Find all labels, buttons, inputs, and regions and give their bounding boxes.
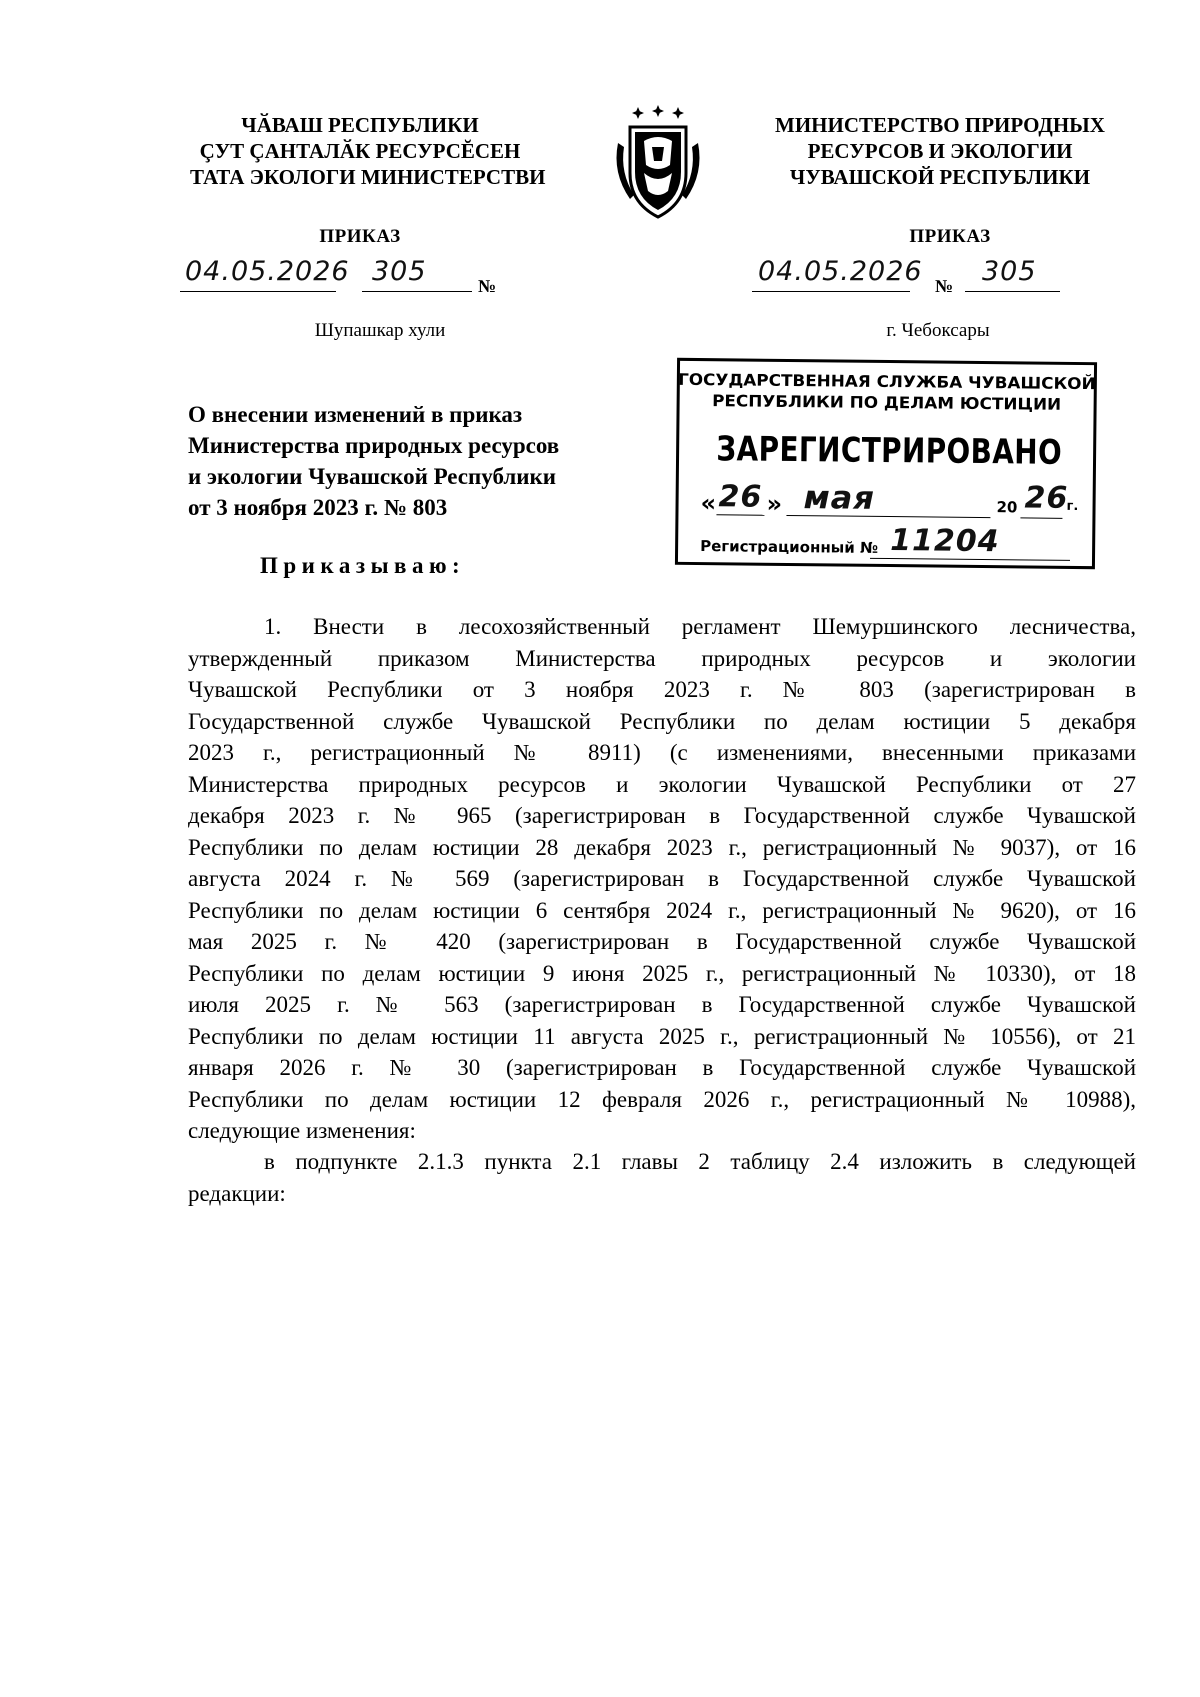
paragraph-line: Республики по делам юстиции 11 августа 2025 г., регистрационный № 10556), от 21 bbox=[188, 1023, 1136, 1049]
number-sign-right: № bbox=[935, 276, 954, 296]
paragraph-line: августа 2024 г. № 569 (зарегистрирован в Государственной службе Чувашской bbox=[188, 866, 1136, 891]
stamp-day-underline bbox=[716, 514, 764, 516]
stamp-year-prefix: 20 bbox=[996, 498, 1018, 517]
paragraph-line: утвержденный приказом Министерства природных ресурсов и экологии bbox=[188, 645, 1136, 671]
number-underline-left bbox=[362, 291, 472, 292]
subject-line: и экологии Чувашской Республики bbox=[188, 464, 557, 489]
paragraph-line: следующие изменения: bbox=[188, 1118, 416, 1143]
stamp-registered: ЗАРЕГИСТРИРОВАНО bbox=[716, 429, 1063, 473]
order-title-right: ПРИКАЗ bbox=[909, 226, 991, 247]
paragraph-1 bbox=[188, 611, 1136, 1147]
subject-line: О внесении изменений в приказ bbox=[188, 402, 523, 427]
stamp-reg-number: 11204 bbox=[890, 523, 1000, 560]
paragraph-line: в подпункте 2.1.3 пункта 2.1 главы 2 таблицу 2.4 изложить в следующей bbox=[264, 1149, 1136, 1174]
prikazyvayu-heading: Приказываю: bbox=[260, 553, 466, 578]
paragraph-line: редакции: bbox=[188, 1180, 286, 1206]
header-left-line: ТАТА ЭКОЛОГИ МИНИСТЕРСТВИ bbox=[190, 165, 546, 189]
date-underline-left bbox=[180, 291, 336, 292]
order-number-left: 305 bbox=[372, 256, 427, 287]
paragraph-line: декабря 2023 г. № 965 (зарегистрирован в Государственной службе Чувашской bbox=[188, 803, 1136, 828]
subject-line: от 3 ноября 2023 г. № 803 bbox=[188, 495, 448, 520]
paragraph-line: 2023 г., регистрационный № 8911) (с изменениями, внесенными приказами bbox=[188, 740, 1136, 765]
registration-stamp bbox=[675, 358, 1097, 569]
header-left bbox=[190, 112, 546, 190]
stamp-year-suffix: 26 bbox=[1024, 480, 1069, 516]
header-right-line: РЕСУРСОВ И ЭКОЛОГИИ bbox=[807, 139, 1073, 163]
paragraph-line: Республики по делам юстиции 6 сентября 2024 г., регистрационный № 9620), от 16 bbox=[188, 897, 1136, 923]
stamp-line-2: РЕСПУБЛИКИ ПО ДЕЛАМ ЮСТИЦИИ bbox=[712, 391, 1062, 414]
stamp-line-1: ГОСУДАРСТВЕННАЯ СЛУЖБА ЧУВАШСКОЙ bbox=[678, 369, 1096, 394]
place-right: г. Чебоксары bbox=[886, 320, 990, 341]
paragraph-line: Министерства природных ресурсов и экологии Чувашской Республики от 27 bbox=[188, 771, 1136, 797]
paragraph-line: Республики по делам юстиции 9 июня 2025 г., регистрационный № 10330), от 18 bbox=[188, 960, 1136, 986]
order-date-right: 04.05.2026 bbox=[758, 256, 923, 287]
paragraph-line: Чувашской Республики от 3 ноября 2023 г. № 803 (зарегистрирован в bbox=[188, 677, 1136, 702]
subject-title bbox=[188, 399, 628, 523]
order-date-left: 04.05.2026 bbox=[185, 256, 350, 287]
stamp-month: мая bbox=[803, 478, 876, 517]
paragraph-line: июля 2025 г. № 563 (зарегистрирован в Государственной службе Чувашской bbox=[188, 992, 1136, 1017]
paragraph-line: Республики по делам юстиции 28 декабря 2023 г., регистрационный № 9037), от 16 bbox=[188, 834, 1136, 860]
date-underline-right bbox=[752, 291, 910, 292]
order-number-right: 305 bbox=[982, 256, 1037, 287]
paragraph-line: Государственной службе Чувашской Республики по делам юстиции 5 декабря bbox=[188, 708, 1136, 734]
stamp-year-g: г. bbox=[1066, 498, 1079, 515]
stamp-reg-label: Регистрационный № bbox=[700, 537, 879, 557]
stamp-month-underline bbox=[786, 515, 990, 518]
header-left-line: ÇУТ ÇАНТАЛӐК РЕСУРСĔСЕН bbox=[199, 139, 521, 163]
coat-of-arms-icon bbox=[608, 103, 708, 223]
place-left: Шупашкар хули bbox=[314, 320, 446, 341]
header-right-line: МИНИСТЕРСТВО ПРИРОДНЫХ bbox=[775, 113, 1105, 137]
subject-line: Министерства природных ресурсов bbox=[188, 433, 560, 458]
stamp-quote-close: » bbox=[766, 489, 783, 518]
paragraph-line: 1. Внести в лесохозяйственный регламент Шемуршинского лесничества, bbox=[264, 614, 1136, 639]
paragraph-line: января 2026 г. № 30 (зарегистрирован в Государственной службе Чувашской bbox=[188, 1055, 1136, 1080]
paragraph-2 bbox=[188, 1146, 1136, 1209]
paragraph-line: Республики по делам юстиции 12 февраля 2026 г., регистрационный № 10988), bbox=[188, 1086, 1136, 1112]
order-title-left: ПРИКАЗ bbox=[319, 226, 401, 247]
header-left-line: ЧӐВАШ РЕСПУБЛИКИ bbox=[241, 113, 479, 137]
header-right-line: ЧУВАШСКОЙ РЕСПУБЛИКИ bbox=[789, 165, 1091, 189]
header-right bbox=[765, 112, 1115, 190]
stamp-year-underline bbox=[1020, 517, 1062, 518]
stamp-day: 26 bbox=[718, 479, 763, 515]
number-sign-left: № bbox=[478, 276, 497, 296]
number-underline-right bbox=[965, 291, 1060, 292]
paragraph-line: мая 2025 г. № 420 (зарегистрирован в Государственной службе Чувашской bbox=[188, 929, 1136, 954]
stamp-quote-open: « bbox=[700, 489, 717, 518]
stamp-reg-underline bbox=[870, 558, 1070, 561]
